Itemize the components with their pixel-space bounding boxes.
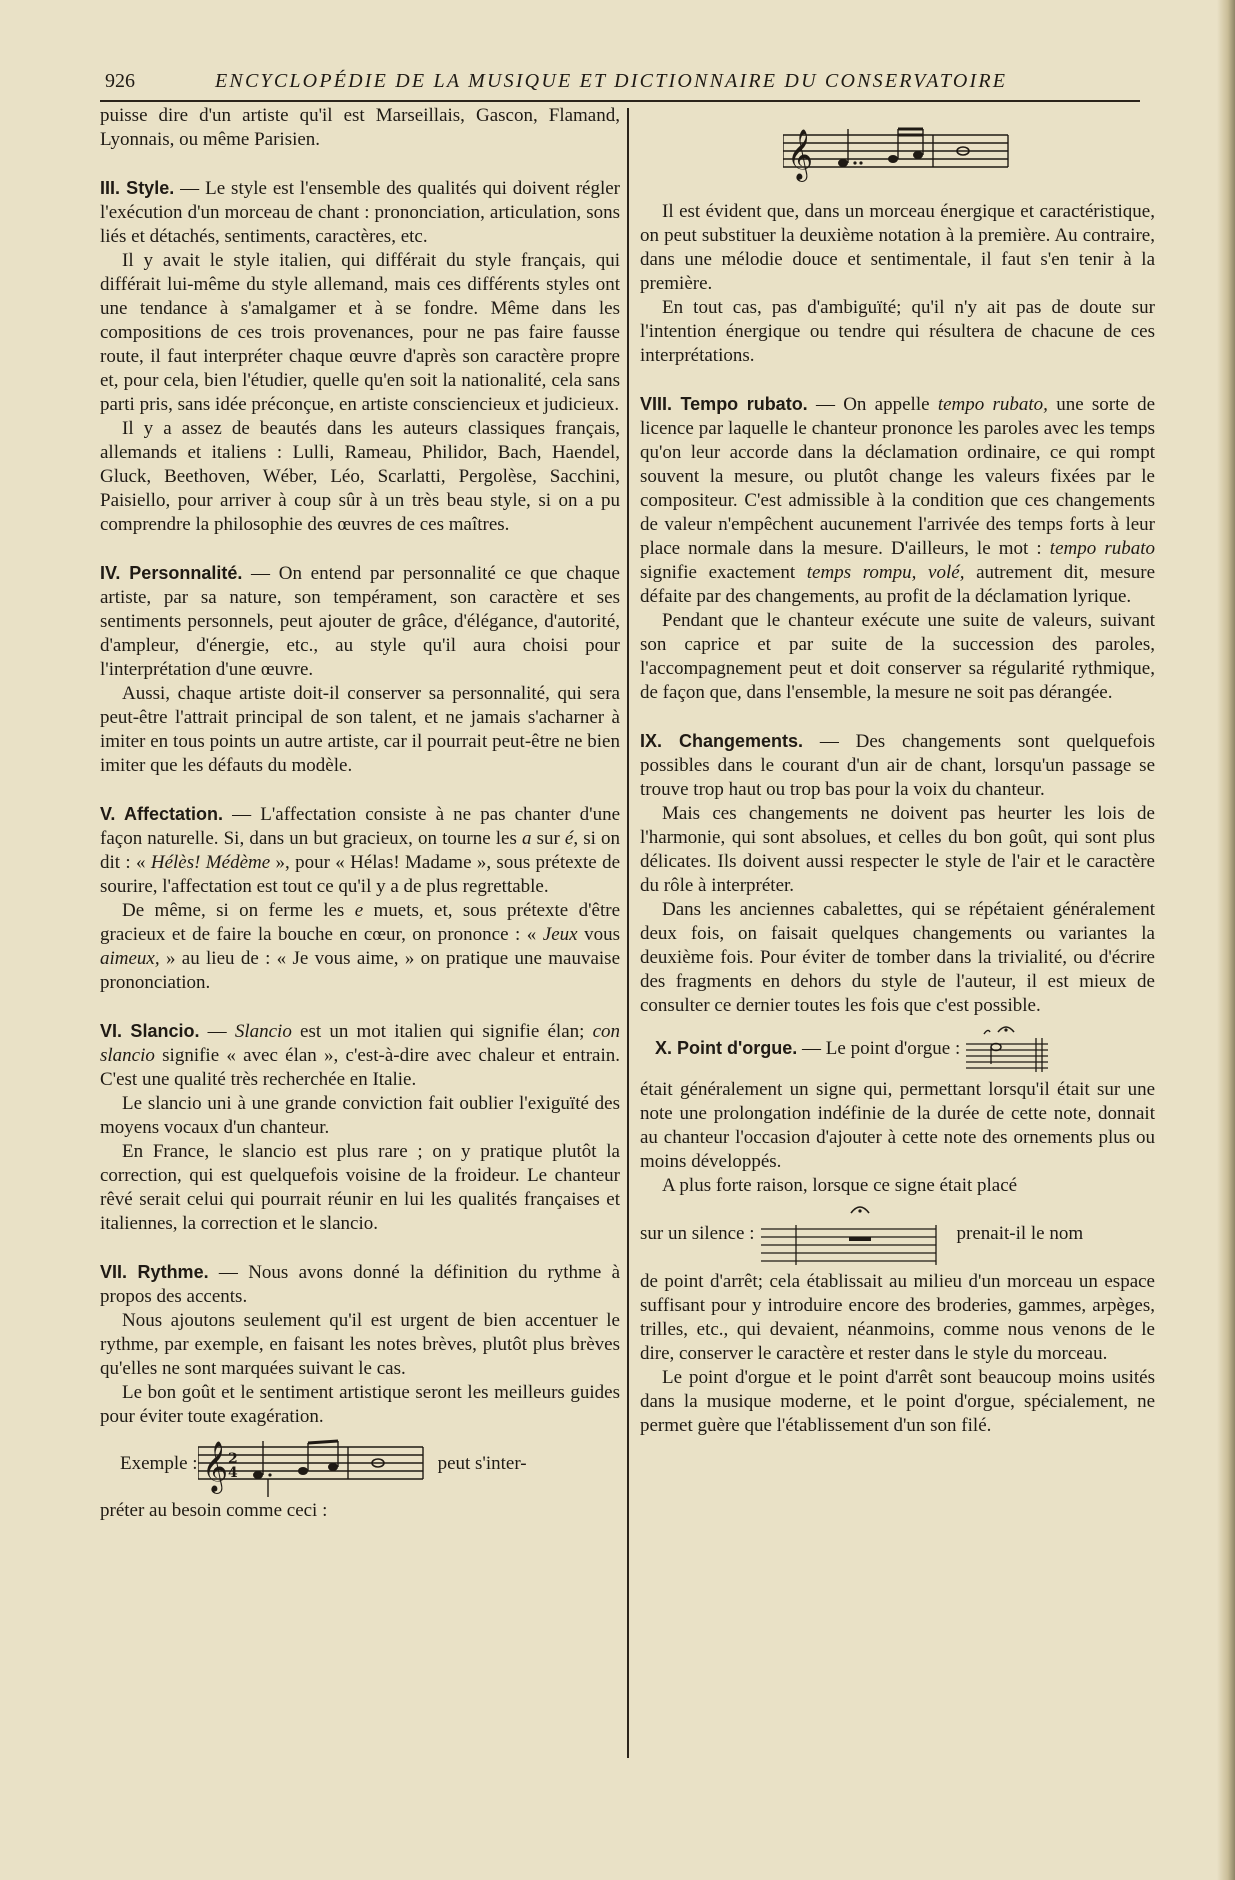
paragraph-text [655,1036,960,1061]
section-rythme [100,1260,620,1309]
paragraph-text: De même, si on ferme les [122,900,345,921]
italic-text: Hélès! Médème [150,852,271,873]
italic-text: Jeux [542,924,578,945]
paragraph: Pendant que le chanteur exécute une suite de valeurs, suivant son caprice et par suite de la succession des paroles, l'accompagnement peut et doit conserver sa régularité rythmique, de façon que, dans l'ensemble, la mesure ne soit pas dérangée. [640,610,1155,703]
music-example-staff [198,1429,428,1499]
paragraph-text: — Le point d'orgue : [802,1037,961,1059]
section-heading: X. Point d'orgue. [655,1037,798,1058]
paragraph-text: , si on dit : « [100,828,620,873]
svg-text:𝄞: 𝄞 [201,1441,228,1492]
column-divider [627,108,629,1758]
italic-text: a [521,828,532,849]
section-heading: III. Style. [100,178,175,198]
paragraph-text: vous [584,924,620,945]
paragraph: était généralement un signe qui, permettant lorsqu'il était sur une note une prolongation indéfinie de la durée de cette note, donnait au chanteur l'occasion d'ajouter à cette note des ornements plus ou moins développés. [640,1079,1155,1172]
svg-text:𝄞: 𝄞 [786,129,813,180]
paragraph: Le bon goût et le sentiment artistique seront les meilleurs guides pour éviter toute exagération. [100,1382,620,1427]
italic-text: aimeux, [100,948,160,969]
paragraph-text: », pour « Hélas! Madame », sous prétexte de sourire, l'affectation est tout ce qu'il y a de plus regrettable. [100,852,621,897]
paragraph-text: » au lieu de : « Je vous aime, » on pratique une mauvaise prononciation. [100,948,621,993]
music-example-2-wrap [640,104,1155,200]
paragraph-text: signifie « avec élan », c'est-à-dire avec chaleur et entrain. C'est une qualité très recherchée en Italie. [100,1045,620,1090]
point-dorgue-row [640,1018,1155,1078]
paragraph: Mais ces changements ne doivent pas heurter les lois de l'harmonie, qui sont absolues, et celles du bon goût, qui sont plus délicates. Ils doivent aussi respecter le style de l'air et le caractère du rôle à interpréter. [640,803,1155,896]
paragraph-text: — Des changements sont quelquefois possibles dans le courant d'un air de chant, lorsqu'un passage se trouve trop haut ou trop bas pour la voix du chanteur. [640,731,1155,800]
paragraph: En tout cas, pas d'ambiguïté; qu'il n'y ait pas de doute sur l'intention énergique ou tendre qui résultera de chacune de ces interprétations. [640,297,1155,366]
italic-text: tempo rubato, [937,394,1048,415]
section-heading: VIII. Tempo rubato. [640,394,808,414]
svg-text:4: 4 [227,1465,238,1481]
right-column [640,104,1155,1438]
paragraph-text: sur [536,828,560,849]
paragraph-text: — On appelle [815,394,930,415]
paragraph: de point d'arrêt; cela établissait au milieu d'un morceau un espace suffisant pour y introduire encore des broderies, gammes, arpèges, trilles, etc., qui devaient, néanmoins, comme nous venons de le dire, conserver le caractère et rester dans le style du morceau. [640,1271,1155,1364]
example-row [100,1429,620,1499]
music-example-staff-2 [783,117,1013,187]
paragraph-text: une sorte de licence par laquelle le chanteur prononce les paroles avec les temps qu'on leur accorde dans la déclamation ordinaire, ce qui rompt souvent la mesure, ou plutôt change les valeurs fixées par le compositeur. C'est admissible à la condition que ces changements de valeur n'empêchent aucunement l'arrivée des temps forts à leur place normale dans la mesure. D'ailleurs, le mot : [640,394,1156,559]
fermata-rest-staff [761,1199,941,1269]
paragraph-text: autrement dit, mesure défaite par des changements, au profit de la déclamation lyrique. [640,562,1156,607]
page-number: 926 [105,70,135,92]
paragraph: puisse dire d'un artiste qu'il est Marseillais, Gascon, Flamand, Lyonnais, ou même Parisien. [100,105,620,150]
example-after-text: peut s'inter- [437,1453,527,1474]
paragraph: Aussi, chaque artiste doit-il conserver sa personnalité, qui sera peut-être l'attrait principal de son talent, et ne jamais s'acharner à imiter en tous points un autre artiste, car il pourrait peut-être ne bien imiter que les défauts du modèle. [100,683,620,776]
paragraph: Il y a assez de beautés dans les auteurs classiques français, allemands et italiens : Lulli, Rameau, Philidor, Bach, Haendel, Gluck, Beethoven, Wéber, Léo, Scarlatti, Pergolèse, Sacchini, Paisiello, pour arriver à coup sûr à un très beau style, si on a pu comprendre la philosophie des œuvres de ces maîtres. [100,418,620,535]
running-title: ENCYCLOPÉDIE DE LA MUSIQUE ET DICTIONNAIRE DU CONSERVATOIRE [215,70,1008,92]
paragraph-text: prenait-il le nom [956,1223,1084,1244]
paragraph: Le slancio uni à une grande conviction fait oublier l'exiguïté des moyens vocaux d'un chanteur. [100,1093,620,1138]
example-label: Exemple : [120,1453,198,1474]
paragraph-text: — L'affectation consiste à ne pas chanter d'une façon naturelle. Si, dans un but gracieux, on tourne les [100,804,620,849]
section-heading: VI. Slancio. [100,1021,200,1041]
paragraph: Le point d'orgue et le point d'arrêt sont beaucoup moins usités dans la musique moderne, et le point d'orgue, spécialement, ne permet guère que l'établissement d'un son filé. [640,1367,1155,1436]
section-slancio [100,1019,620,1092]
section-heading: V. Affectation. [100,804,224,824]
paragraph [100,899,620,995]
paragraph-text: — Nous avons donné la définition du rythme à propos des accents. [100,1262,621,1307]
section-tempo-rubato [640,392,1155,609]
paragraph: Dans les anciennes cabalettes, qui se répétaient généralement deux fois, on faisait quelques changements ou variantes la deuxième fois. Pour éviter de tomber dans la trivialité, ou d'écrire des fragments en dehors du style de l'auteur, il est mieux de consulter ce dernier toutes les fois que c'est possible. [640,899,1155,1016]
paragraph: Nous ajoutons seulement qu'il est urgent de bien accentuer le rythme, par exemple, en faisant les notes brèves, plutôt plus brèves qu'elles ne sont marquées suivant le cas. [100,1310,620,1379]
paragraph-text: est un mot italien qui signifie élan; [300,1021,585,1042]
italic-text: con slancio [100,1021,621,1066]
section-heading: VII. Rythme. [100,1262,209,1282]
fermata-note-staff [966,1020,1051,1076]
paragraph-text: sur un silence : [640,1223,755,1244]
section-heading: IV. Personnalité. [100,563,243,583]
svg-text:2: 2 [227,1451,238,1467]
paragraph-text: — On entend par personnalité ce que chaque artiste, par sa nature, son tempérament, son caractère et ses sentiments personnels, peut ajouter de grâce, d'élégance, d'autorité, d'ampleur, d'énergie, etc., au style qu'il aura choisi pour l'interprétation d'une œuvre. [100,563,620,680]
paragraph: préter au besoin comme ceci : [100,1500,328,1521]
paragraph-text: muets, et, sous prétexte d'être gracieux et de faire la bouche en cœur, on prononce : « [100,900,621,945]
page-edge-shadow [1217,0,1235,1880]
section-style [100,176,620,249]
paragraph: En France, le slancio est plus rare ; on y pratique plutôt la correction, qui est quelquefois voisine de la froideur. Le chanteur rêvé serait celui qui pourrait réunir en lui les qualités françaises et italiennes, la correction et le slancio. [100,1141,620,1234]
paragraph: A plus forte raison, lorsque ce signe était placé [662,1175,1018,1196]
paragraph-text: — Le style est l'ensemble des qualités qui doivent régler l'exécution d'un morceau de chant : prononciation, articulation, sons liés et détachés, sentiments, caractères, etc. [100,178,621,247]
section-heading: IX. Changements. [640,731,804,751]
section-affectation [100,802,620,899]
paragraph-text: — [207,1021,227,1042]
section-changements [640,729,1155,802]
paragraph: Il y avait le style italien, qui différait du style français, qui différait lui-même du style allemand, mais ces différents styles ont une tendance à s'amalgamer et à se fondre. Même dans les compositions de ces trois provenances, pour ne pas faire fausse route, il faut interpréter chaque œuvre d'après son caractère propre et, pour cela, bien l'étudier, quelle qu'en soit la nationalité, cela sans parti pris, sans idée préconçue, en artiste consciencieux et judicieux. [100,250,620,415]
italic-text: Slancio [234,1021,292,1042]
italic-text: temps rompu, volé, [806,562,965,583]
running-header [100,70,1140,102]
italic-text: é [564,828,574,849]
italic-text: e [354,900,364,921]
italic-text: tempo rubato [1049,538,1156,559]
left-column [100,104,620,1523]
paragraph: Il est évident que, dans un morceau énergique et caractéristique, on peut substituer la deuxième notation à la première. Au contraire, dans une mélodie douce et sentimentale, il faut s'en tenir à la première. [640,201,1155,294]
section-personnalite [100,561,620,682]
paragraph-text: signifie exactement [640,562,796,583]
silence-row [640,1198,1155,1270]
